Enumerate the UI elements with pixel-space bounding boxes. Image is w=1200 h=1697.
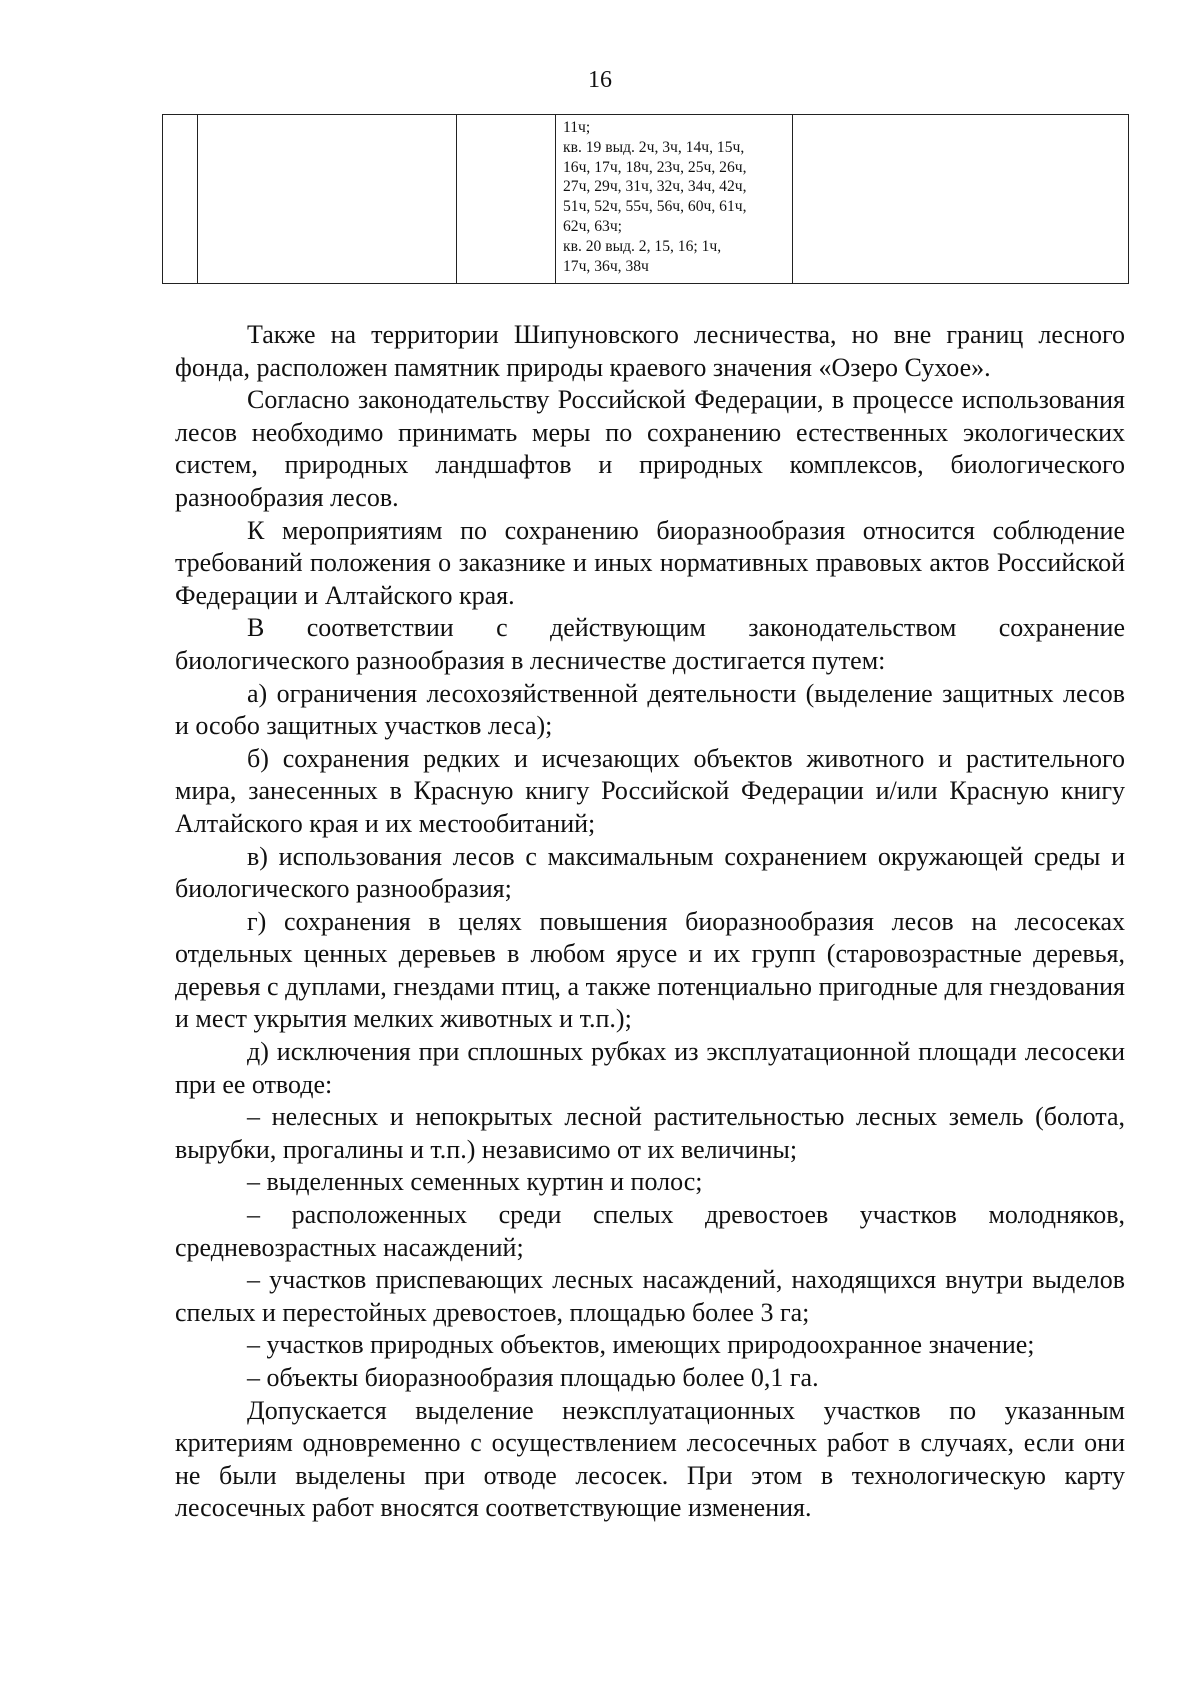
paragraph: К мероприятиям по сохранению биоразнообразия относится соблюдение требований положения о заказнике и иных нормативных правовых актов Российской Федерации и Алтайского края. bbox=[175, 515, 1125, 610]
table-cell-1 bbox=[163, 115, 198, 284]
list-item-a: а) ограничения лесохозяйственной деятельности (выделение защитных лесов и особо защитных участков леса); bbox=[175, 678, 1125, 741]
quarters-line: кв. 19 выд. 2ч, 3ч, 14ч, 15ч, bbox=[563, 138, 745, 156]
page-number: 16 bbox=[588, 67, 612, 93]
dash-item: – участков приспевающих лесных насаждений, находящихся внутри выделов спелых и перестойных древостоев, площадью более 3 га; bbox=[175, 1265, 1125, 1327]
dash-item: – нелесных и непокрытых лесной растительностью лесных земель (болота, вырубки, прогалины и т.п.) независимо от их величины; bbox=[175, 1102, 1125, 1164]
quarters-line: 51ч, 52ч, 55ч, 56ч, 60ч, 61ч, bbox=[563, 198, 747, 216]
table-cell-5 bbox=[793, 115, 1129, 284]
quarters-line: 11ч; bbox=[563, 119, 591, 136]
table-cell-3 bbox=[457, 115, 556, 284]
quarters-line: 62ч, 63ч; bbox=[563, 217, 623, 235]
document-body bbox=[175, 319, 1125, 1525]
paragraph: Допускается выделение неэксплуатационных участков по указанным критериям одновременно с осуществлением лесосечных работ в случаях, если они не были выделены при отводе лесосек. При этом в технологическую карту лесосечных работ вносятся соответствующие изменения. bbox=[175, 1395, 1125, 1523]
list-item-d: д) исключения при сплошных рубках из эксплуатационной площади лесосеки при ее отводе: bbox=[175, 1037, 1125, 1099]
list-item-v: в) использования лесов с максимальным сохранением окружающей среды и биологического разнообразия; bbox=[175, 841, 1125, 904]
paragraph: Согласно законодательству Российской Федерации, в процессе использования лесов необходимо принимать меры по сохранению естественных экологических систем, природных ландшафтов и природных комплексов, биологического разнообразия лесов. bbox=[175, 385, 1125, 512]
table-cell-quarters bbox=[556, 115, 793, 284]
dash-item: – объекты биоразнообразия площадью более 0,1 га. bbox=[247, 1363, 819, 1392]
paragraph: В соответствии с действующим законодательством сохранение биологического разнообразия в лесничестве достигается путем: bbox=[175, 613, 1125, 675]
quarters-line: кв. 20 выд. 2, 15, 16; 1ч, bbox=[563, 237, 722, 255]
quarters-line: 16ч, 17ч, 18ч, 23ч, 25ч, 26ч, bbox=[563, 158, 747, 176]
quarters-line: 27ч, 29ч, 31ч, 32ч, 34ч, 42ч, bbox=[563, 178, 747, 196]
paragraph: Также на территории Шипуновского лесничества, но вне границ лесного фонда, расположен памятник природы краевого значения «Озеро Сухое». bbox=[175, 320, 1125, 382]
quarters-list bbox=[556, 115, 792, 276]
quarters-line: 17ч, 36ч, 38ч bbox=[563, 257, 649, 275]
forest-quarters-table bbox=[162, 114, 1129, 284]
list-item-g: г) сохранения в целях повышения биоразнообразия лесов на лесосеках отдельных ценных деревьев в любом ярусе и их групп (старовозрастные деревья, деревья с дуплами, гнездами птиц, а также потенциально пригодные для гнездования и мест укрытия мелких животных и т.п.); bbox=[175, 906, 1125, 1034]
dash-item: – участков природных объектов, имеющих природоохранное значение; bbox=[247, 1330, 1035, 1360]
dash-item: – выделенных семенных куртин и полос; bbox=[247, 1167, 703, 1197]
list-item-b: б) сохранения редких и исчезающих объектов животного и растительного мира, занесенных в Красную книгу Российской Федерации и/или Красную книгу Алтайского края и их местообитаний; bbox=[175, 743, 1125, 838]
table-row bbox=[163, 115, 1129, 284]
table-cell-2 bbox=[198, 115, 457, 284]
dash-item: – расположенных среди спелых древостоев участков молодняков, средневозрастных насаждений; bbox=[175, 1200, 1125, 1262]
